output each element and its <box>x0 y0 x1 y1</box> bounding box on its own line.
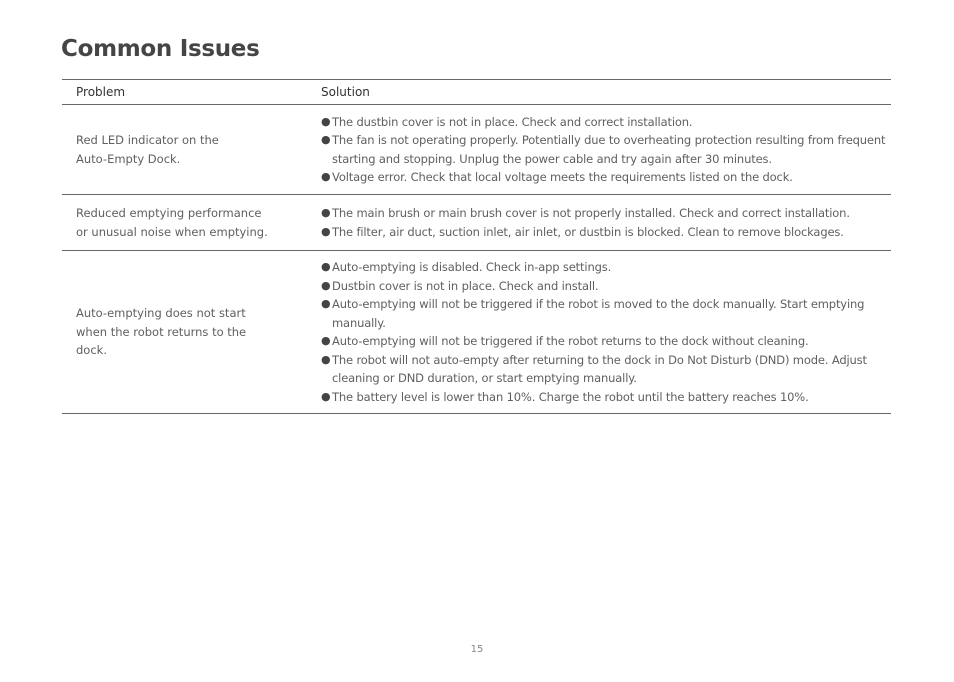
solution-item <box>321 388 891 407</box>
solution-item <box>321 131 891 168</box>
solution-item <box>321 113 891 132</box>
bullet-icon: ● <box>321 297 331 310</box>
bullet-icon: ● <box>321 278 331 292</box>
page-title: Common Issues <box>61 36 260 62</box>
common-issues-table <box>62 79 891 414</box>
bullet-icon: ● <box>321 352 331 366</box>
table-body <box>62 105 891 414</box>
solution-item <box>321 204 891 223</box>
table-row <box>62 105 891 195</box>
solution-item <box>321 168 891 187</box>
table-row <box>62 251 891 414</box>
solution-text: The main brush or main brush cover is not properly installed. Check and correct installation. <box>332 206 850 220</box>
solution-cell <box>307 251 891 414</box>
solution-list <box>321 204 891 241</box>
header-solution: Solution <box>307 80 891 105</box>
solution-text: Voltage error. Check that local voltage meets the requirements listed on the dock. <box>332 170 793 184</box>
problem-text: Auto-emptying does not start when the robot returns to the dock. <box>76 306 247 358</box>
solution-item <box>321 351 891 388</box>
solution-text: Auto-emptying will not be triggered if the robot returns to the dock without cleaning. <box>332 334 809 348</box>
bullet-icon: ● <box>321 334 331 347</box>
problem-text: Red LED indicator on the Auto-Empty Dock. <box>76 133 219 166</box>
solution-item <box>321 277 891 296</box>
solution-item <box>321 295 891 332</box>
solution-text: The filter, air duct, suction inlet, air inlet, or dustbin is blocked. Clean to remove blockages. <box>332 224 844 239</box>
bullet-icon: ● <box>321 170 331 183</box>
solution-cell <box>307 195 891 251</box>
table-row <box>62 195 891 251</box>
solution-item <box>321 258 891 277</box>
table-header-row <box>62 80 891 105</box>
bullet-icon: ● <box>321 114 331 128</box>
table-header <box>62 80 891 105</box>
solution-list <box>321 258 891 406</box>
solution-list <box>321 113 891 187</box>
solution-text: Dustbin cover is not in place. Check and install. <box>332 278 599 293</box>
page-number: 15 <box>470 644 484 655</box>
bullet-icon: ● <box>321 206 331 219</box>
bullet-icon: ● <box>321 224 331 238</box>
solution-cell <box>307 105 891 195</box>
problem-cell <box>62 105 307 195</box>
problem-cell <box>62 195 307 251</box>
problem-cell <box>62 251 307 414</box>
bullet-icon: ● <box>321 260 331 273</box>
solution-text: The dustbin cover is not in place. Check and correct installation. <box>332 114 693 129</box>
solution-item <box>321 223 891 242</box>
solution-text: The robot will not auto-empty after returning to the dock in Do Not Disturb (DND) mode. Adjust cleaning or DND duration, or start emptying manually. <box>332 352 867 385</box>
solution-item <box>321 332 891 351</box>
problem-text: Reduced emptying performance or unusual noise when emptying. <box>76 206 268 239</box>
solution-text: The battery level is lower than 10%. Charge the robot until the battery reaches 10%. <box>332 389 809 404</box>
header-problem: Problem <box>62 80 307 105</box>
bullet-icon: ● <box>321 133 331 146</box>
solution-text: Auto-emptying will not be triggered if the robot is moved to the dock manually. Start emptying manually. <box>332 297 865 330</box>
bullet-icon: ● <box>321 389 331 403</box>
solution-text: The fan is not operating properly. Potentially due to overheating protection resulting from frequent starting and stopping. Unplug the power cable and try again after 30 minutes. <box>332 133 886 166</box>
solution-text: Auto-emptying is disabled. Check in-app settings. <box>332 260 612 274</box>
